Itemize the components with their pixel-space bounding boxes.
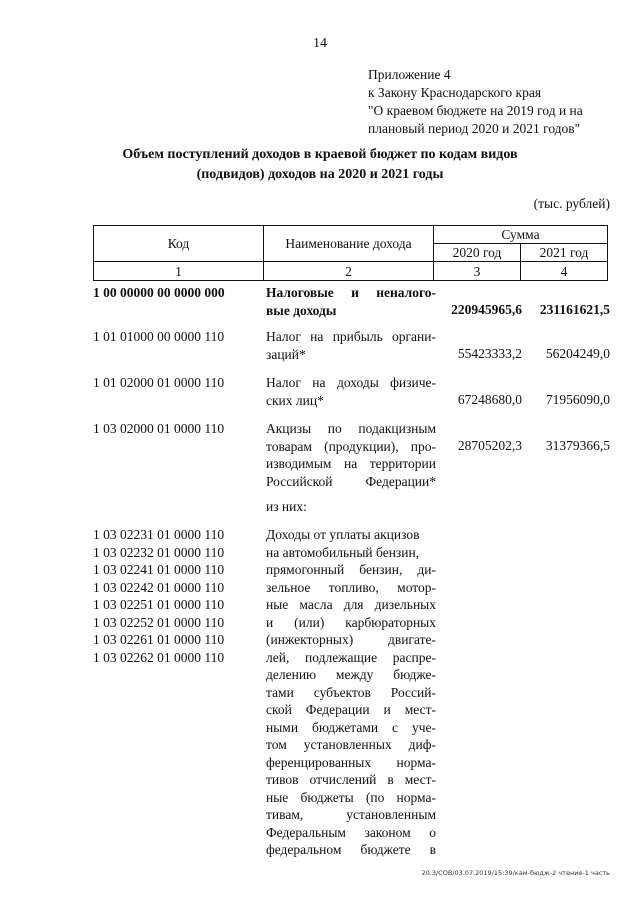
sub-code: 1 03 02251 01 0000 110: [93, 597, 225, 612]
row-name-line: ные бюджеты (по норма-: [266, 789, 436, 805]
row-value-2020: 28705202,3: [457, 438, 522, 453]
row-name-line: лей, подлежащие распре-: [266, 649, 436, 665]
appendix-block: [368, 66, 583, 138]
title-line-2: (подвидов) доходов на 2020 и 2021 годы: [196, 167, 444, 182]
row-name-line: тивам, установленным: [266, 807, 436, 822]
row-name-line: ференцированных норма-: [266, 754, 436, 770]
appendix-line: "О краевом бюджете на 2019 год и на: [368, 103, 583, 118]
column-number: 2: [264, 262, 434, 281]
sub-code-list: [93, 526, 263, 666]
header-code: Код: [94, 226, 264, 262]
row-name-line: Налоговые и неналого-: [266, 285, 436, 300]
sub-code: 1 03 02241 01 0000 110: [93, 562, 225, 577]
column-number: 1: [94, 262, 264, 281]
row-name-line: (инжекторных) двигате-: [266, 632, 436, 647]
document-title: [80, 145, 560, 185]
row-name: [266, 374, 436, 409]
sub-code: 1 03 02231 01 0000 110: [93, 527, 225, 542]
row-name-line: Доходы от уплаты акцизов: [266, 527, 420, 542]
row-name-line: том установленных диф-: [266, 737, 436, 752]
row-name-line: федеральном бюджете в: [266, 842, 436, 857]
row-value-2021: 71956090,0: [545, 392, 610, 407]
row-name-line: зельное топливо, мотор-: [266, 579, 436, 595]
column-number: 3: [434, 262, 521, 281]
row-name-line: на автомобильный бензин,: [266, 544, 420, 560]
row-value-2021: 31379366,5: [545, 438, 610, 453]
footer-stamp: 20.3/СОВ/03.07.2019/15:39/кам-бюдж-2 чтение-1 часть: [421, 869, 610, 877]
row-name-line: ских лиц*: [266, 392, 324, 408]
row-value-2020: 67248680,0: [457, 392, 522, 407]
sub-code: 1 03 02262 01 0000 110: [93, 649, 225, 665]
row-name-line: Федеральным законом о: [266, 824, 436, 840]
row-code: 1 01 01000 00 0000 110: [93, 329, 225, 344]
sub-code: 1 03 02232 01 0000 110: [93, 544, 225, 560]
row-name-line: Налог на прибыль органи-: [266, 329, 436, 344]
row-code: 1 00 00000 00 0000 000: [93, 285, 225, 300]
row-code: 1 03 02000 01 0000 110: [93, 421, 225, 436]
appendix-line: к Закону Краснодарского края: [368, 85, 542, 100]
header-year-2021: 2021 год: [521, 244, 608, 262]
row-name: [266, 284, 436, 319]
row-name-line: тивов отчислений в мест-: [266, 772, 436, 787]
row-name-line: Акцизы по подакцизным: [266, 421, 436, 436]
units-label: (тыс. рублей): [533, 196, 610, 211]
title-line-1: Объем поступлений доходов в краевой бюджет по кодам видов: [122, 147, 518, 162]
row-name-line: и (или) карбюраторных: [266, 614, 436, 630]
sub-code: 1 03 02242 01 0000 110: [93, 579, 225, 595]
row-name-line: вые доходы: [266, 302, 337, 318]
row-value-2020: 220945965,6: [451, 302, 522, 317]
row-name: [266, 420, 436, 490]
column-number: 4: [521, 262, 608, 281]
header-year-2020: 2020 год: [434, 244, 521, 262]
row-name-line: делению между бюдже-: [266, 667, 436, 682]
sub-code: 1 03 02261 01 0000 110: [93, 632, 225, 647]
row-value-2021: 56204249,0: [545, 346, 610, 361]
sub-code: 1 03 02252 01 0000 110: [93, 614, 225, 630]
header-name: Наименование дохода: [264, 226, 434, 262]
row-name-line: Налог на доходы физиче-: [266, 375, 436, 390]
row-code: 1 01 02000 01 0000 110: [93, 375, 225, 390]
row-name-line: Российской Федерации*: [266, 473, 436, 489]
appendix-line: Приложение 4: [368, 67, 451, 82]
row-value-2020: 55423333,2: [457, 346, 522, 361]
page-number: 14: [313, 36, 327, 51]
row-value-2021: 231161621,5: [539, 302, 610, 317]
row-name-line: ской Федерации и мест-: [266, 702, 436, 717]
of-them-label: из них:: [266, 499, 307, 514]
row-name-line: ными бюджетами с уче-: [266, 719, 436, 735]
table-header: [93, 225, 608, 281]
row-name-line: товарам (продукции), про-: [266, 438, 436, 454]
appendix-line: плановый период 2020 и 2021 годов": [368, 121, 581, 136]
sub-row-name: [266, 526, 436, 859]
row-name-line: заций*: [266, 346, 306, 362]
header-sum: Сумма: [434, 226, 608, 244]
row-name-line: прямогонный бензин, ди-: [266, 562, 436, 577]
row-name-line: ные масла для дизельных: [266, 597, 436, 612]
row-name-line: изводимым на территории: [266, 456, 436, 471]
row-name-line: тами субъектов Россий-: [266, 684, 436, 700]
row-name: [266, 328, 436, 363]
